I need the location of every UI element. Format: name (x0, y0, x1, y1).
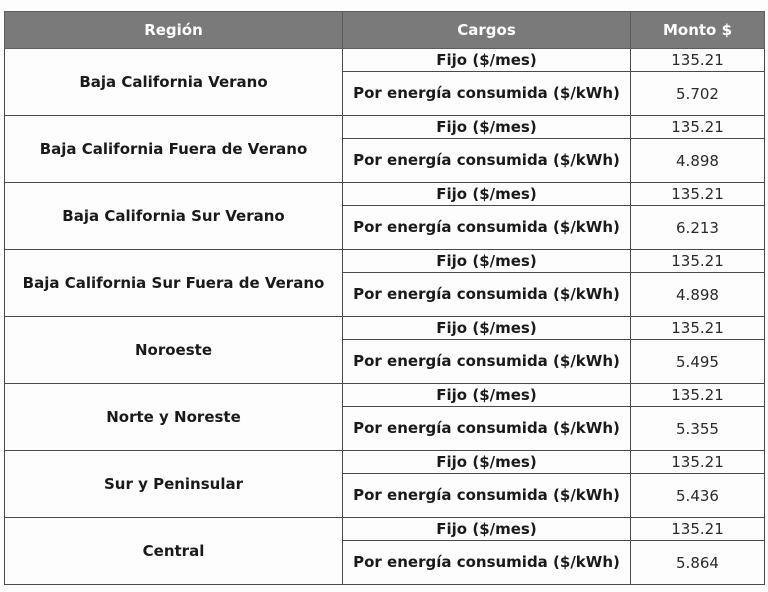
table-row-fixed (5, 183, 765, 206)
energy-charge-amount: 6.213 (631, 206, 765, 250)
region-cell: Baja California Sur Verano (5, 183, 343, 250)
energy-charge-label: Por energía consumida ($/kWh) (343, 474, 631, 518)
fixed-charge-label: Fijo ($/mes) (343, 183, 631, 206)
table-row-fixed (5, 518, 765, 541)
table-row-fixed (5, 384, 765, 407)
table-body (5, 49, 765, 585)
energy-charge-amount: 4.898 (631, 273, 765, 317)
fixed-charge-label: Fijo ($/mes) (343, 49, 631, 72)
fixed-charge-amount: 135.21 (631, 183, 765, 206)
fixed-charge-label: Fijo ($/mes) (343, 518, 631, 541)
energy-charge-amount: 5.495 (631, 340, 765, 384)
region-cell: Central (5, 518, 343, 585)
header-amount: Monto $ (631, 12, 765, 49)
energy-charge-amount: 5.702 (631, 72, 765, 116)
energy-charge-label: Por energía consumida ($/kWh) (343, 340, 631, 384)
fixed-charge-label: Fijo ($/mes) (343, 250, 631, 273)
energy-charge-amount: 5.436 (631, 474, 765, 518)
energy-charge-amount: 4.898 (631, 139, 765, 183)
fixed-charge-label: Fijo ($/mes) (343, 317, 631, 340)
energy-charge-amount: 5.864 (631, 541, 765, 585)
table-row-fixed (5, 451, 765, 474)
table-row-fixed (5, 250, 765, 273)
energy-charge-label: Por energía consumida ($/kWh) (343, 206, 631, 250)
energy-charge-label: Por energía consumida ($/kWh) (343, 407, 631, 451)
fixed-charge-amount: 135.21 (631, 250, 765, 273)
header-region: Región (5, 12, 343, 49)
fixed-charge-amount: 135.21 (631, 317, 765, 340)
table-header-row (5, 12, 765, 49)
fixed-charge-label: Fijo ($/mes) (343, 384, 631, 407)
fixed-charge-amount: 135.21 (631, 49, 765, 72)
table-row-fixed (5, 317, 765, 340)
region-cell: Sur y Peninsular (5, 451, 343, 518)
fixed-charge-amount: 135.21 (631, 116, 765, 139)
energy-charge-label: Por energía consumida ($/kWh) (343, 541, 631, 585)
table-row-fixed (5, 116, 765, 139)
region-cell: Noroeste (5, 317, 343, 384)
region-cell: Baja California Fuera de Verano (5, 116, 343, 183)
tariff-table (4, 11, 765, 585)
fixed-charge-label: Fijo ($/mes) (343, 451, 631, 474)
fixed-charge-amount: 135.21 (631, 384, 765, 407)
fixed-charge-amount: 135.21 (631, 518, 765, 541)
region-cell: Baja California Sur Fuera de Verano (5, 250, 343, 317)
energy-charge-label: Por energía consumida ($/kWh) (343, 273, 631, 317)
fixed-charge-amount: 135.21 (631, 451, 765, 474)
table-row-fixed (5, 49, 765, 72)
energy-charge-label: Por energía consumida ($/kWh) (343, 139, 631, 183)
region-cell: Norte y Noreste (5, 384, 343, 451)
energy-charge-label: Por energía consumida ($/kWh) (343, 72, 631, 116)
energy-charge-amount: 5.355 (631, 407, 765, 451)
region-cell: Baja California Verano (5, 49, 343, 116)
header-charges: Cargos (343, 12, 631, 49)
fixed-charge-label: Fijo ($/mes) (343, 116, 631, 139)
